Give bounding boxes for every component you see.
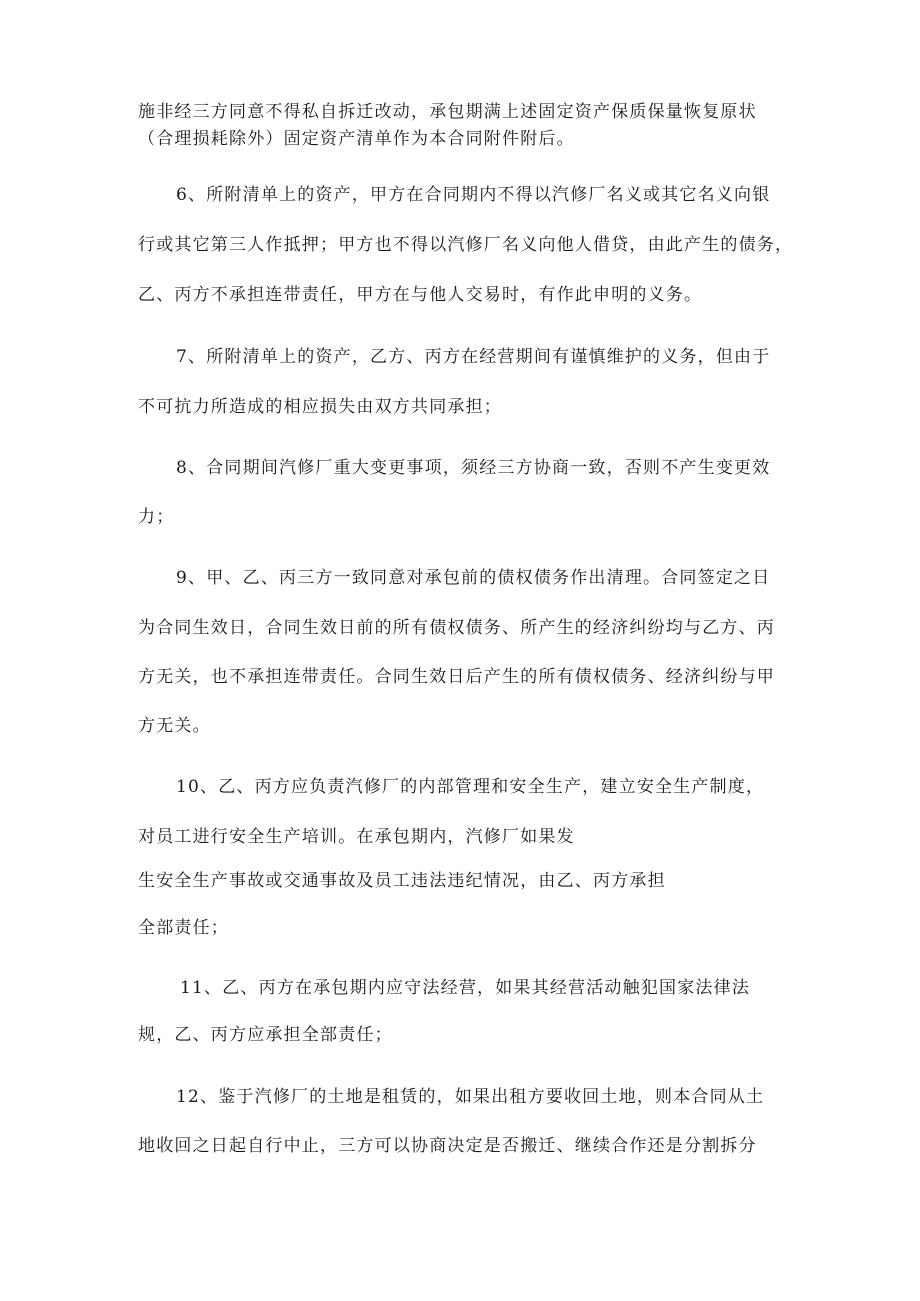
- clause-8-line-1: 8、合同期间汽修厂重大变更事项，须经三方协商一致，否则不产生变更效: [176, 458, 771, 478]
- clause-10-line-1: 10、乙、丙方应负责汽修厂的内部管理和安全生产，建立安全生产制度，: [176, 777, 765, 797]
- clause-7-line-2: 不可抗力所造成的相应损失由双方共同承担；: [138, 397, 502, 417]
- clause-7-line-1: 7、所附清单上的资产，乙方、丙方在经营期间有谨慎维护的义务，但由于: [176, 347, 771, 367]
- clause-12-line-2: 地收回之日起自行中止，三方可以协商决定是否搬迁、继续合作还是分割拆分: [138, 1136, 757, 1156]
- clause-11-line-1: 11、乙、丙方在承包期内应守法经营，如果其经营活动触犯国家法律法: [180, 978, 751, 998]
- clause-9-line-2: 为合同生效日，合同生效日前的所有债权债务、所产生的经济纠纷均与乙方、丙: [138, 618, 775, 638]
- clause-6-line-2: 行或其它第三人作抵押；甲方也不得以汽修厂名义向他人借贷，由此产生的债务，: [138, 235, 794, 255]
- clause-8-line-2: 力；: [138, 507, 175, 527]
- text-line: 施非经三方同意不得私自拆迁改动，承包期满上述固定资产保质保量恢复原状: [138, 102, 757, 122]
- clause-10-line-3: 生安全生产事故或交通事故及员工违法违纪情况，由乙、丙方承担: [138, 871, 666, 891]
- clause-11-line-2: 规，乙、丙方应承担全部责任；: [138, 1025, 393, 1045]
- clause-10-line-4: 全部责任；: [138, 918, 229, 938]
- clause-10-line-2: 对员工进行安全生产培训。在承包期内，汽修厂如果发: [138, 827, 575, 847]
- text-line: （合理损耗除外）固定资产清单作为本合同附件附后。: [138, 129, 575, 149]
- clause-6-line-3: 乙、丙方不承担连带责任，甲方在与他人交易时，有作此申明的义务。: [138, 285, 703, 305]
- clause-6-line-1: 6、所附清单上的资产，甲方在合同期内不得以汽修厂名义或其它名义向银: [176, 185, 771, 205]
- clause-9-line-3: 方无关，也不承担连带责任。合同生效日后产生的所有债权债务、经济纠纷与甲: [138, 667, 775, 687]
- clause-12-line-1: 12、鉴于汽修厂的土地是租赁的，如果出租方要收回土地，则本合同从土: [176, 1087, 765, 1107]
- clause-9-line-1: 9、甲、乙、丙三方一致同意对承包前的债权债务作出清理。合同签定之日: [176, 568, 771, 588]
- clause-9-line-4: 方无关。: [138, 716, 211, 736]
